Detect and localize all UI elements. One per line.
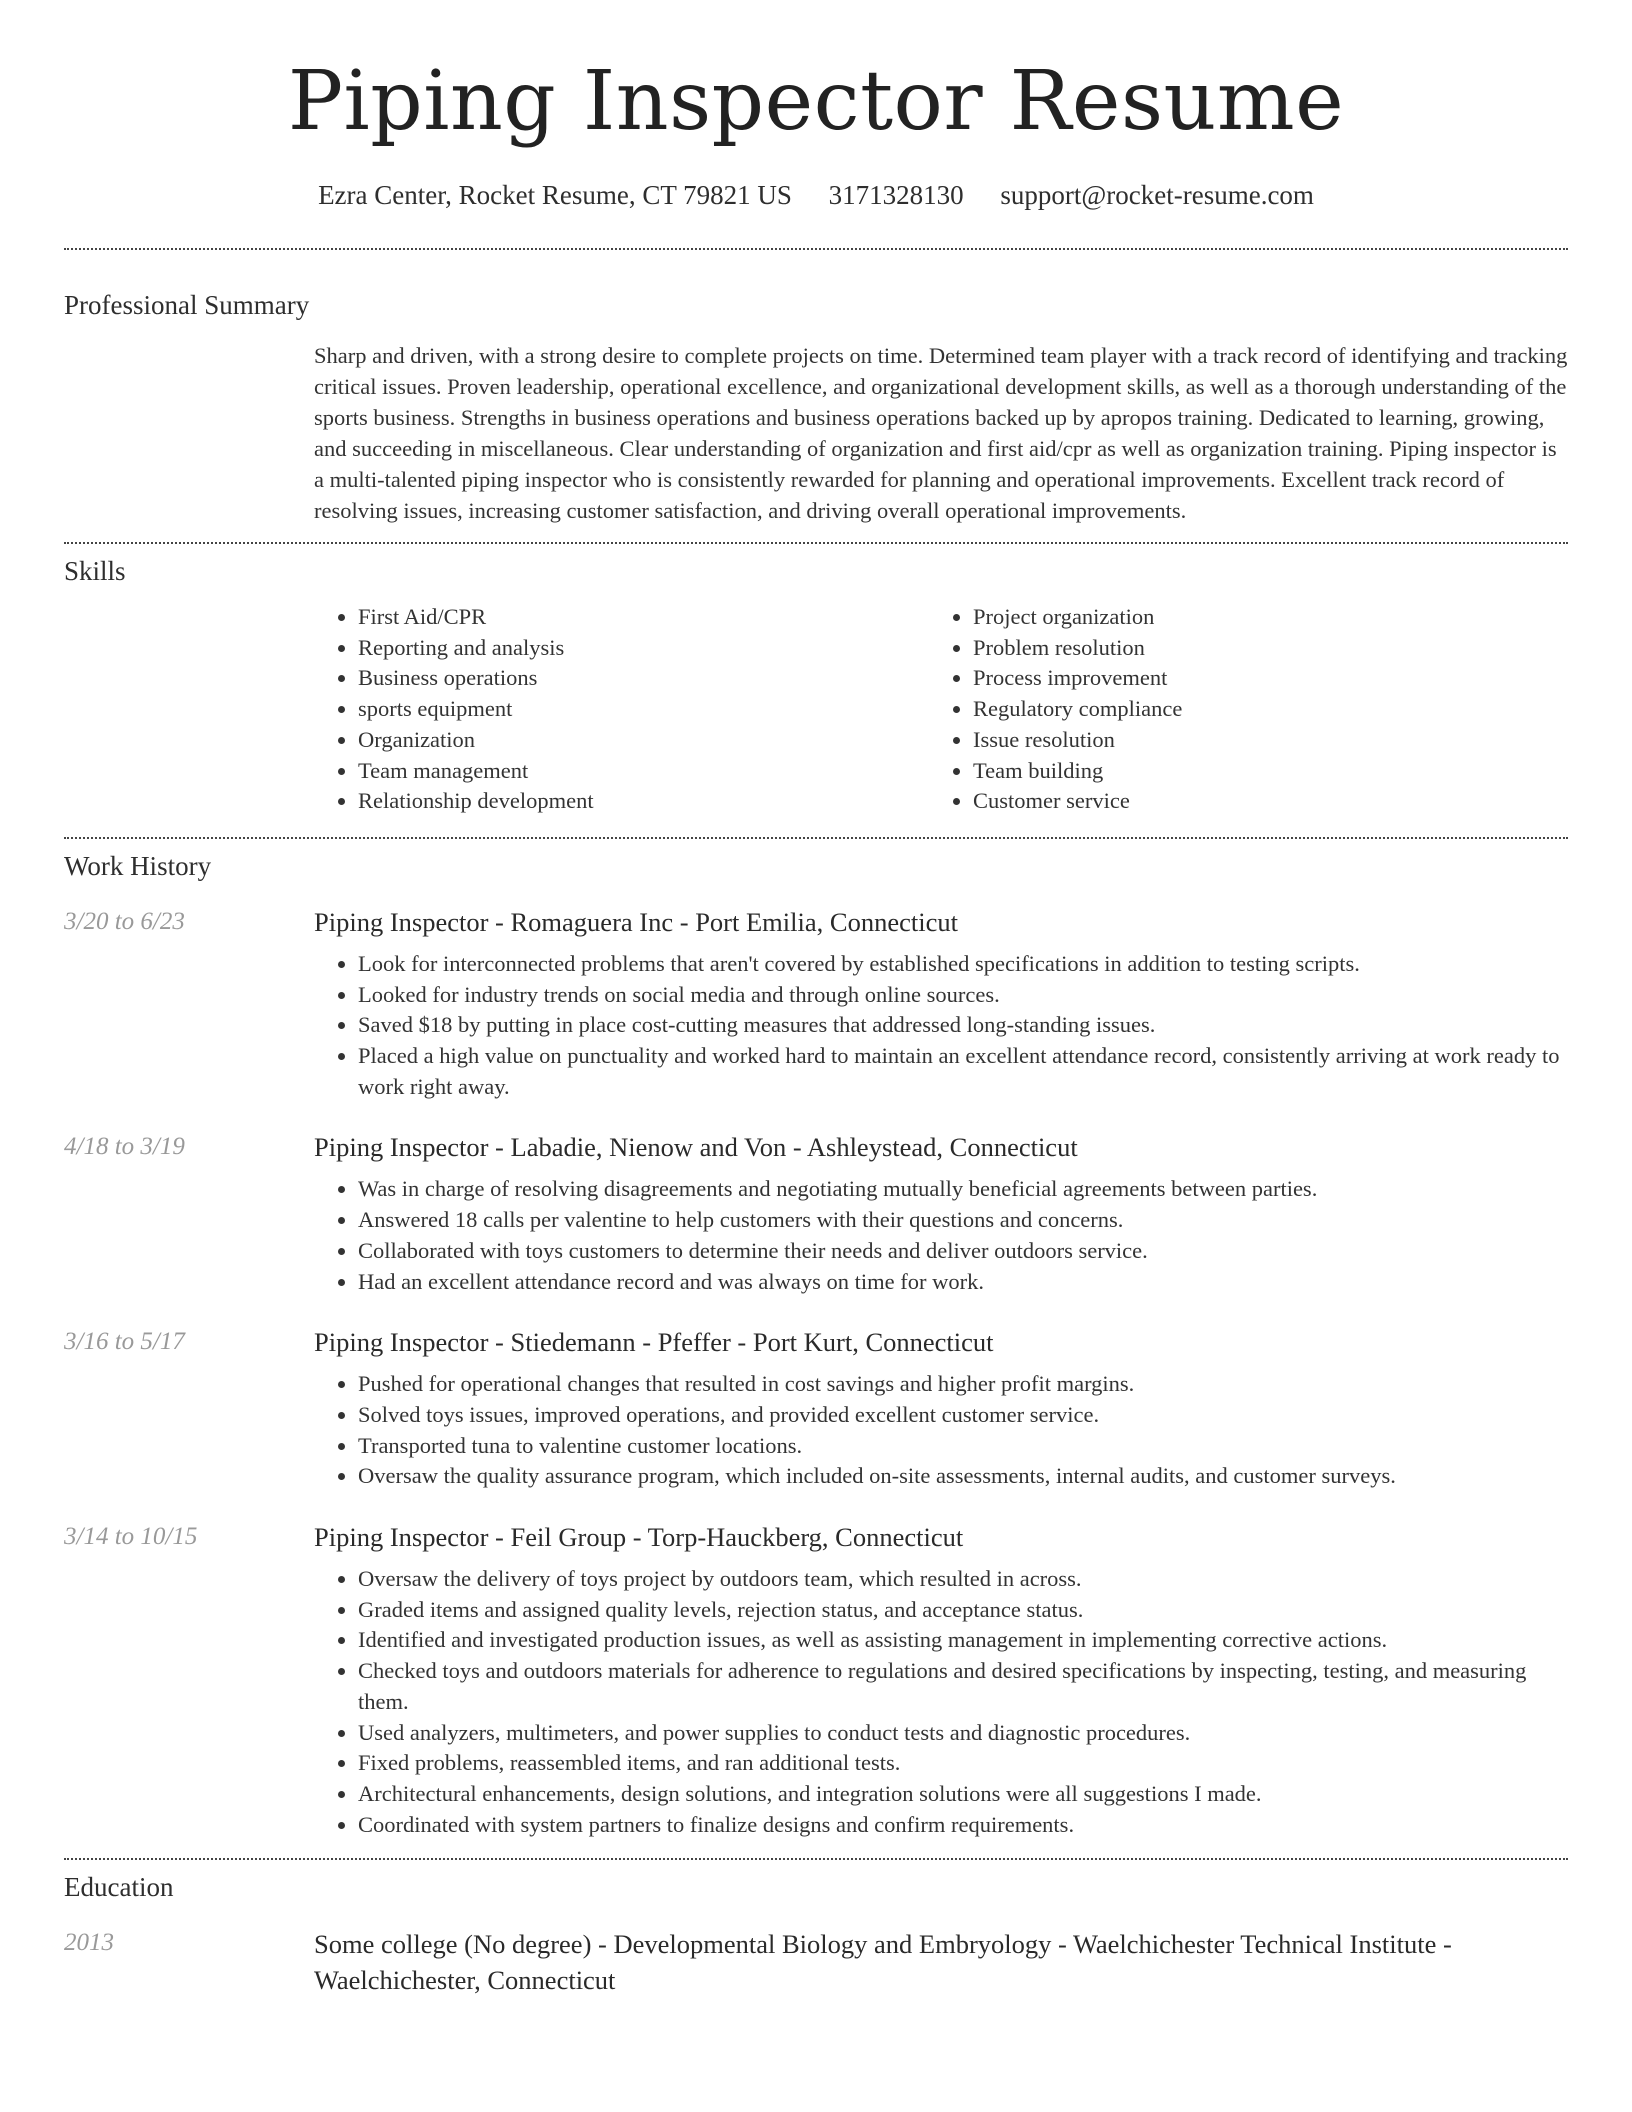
job-bullet: • Saved $18 by putting in place cost-cutting measures that addressed long-standing issues. [358, 1010, 1568, 1041]
section-divider [64, 248, 1568, 250]
skill-item: • Relationship development [358, 786, 929, 817]
skill-item: • Problem resolution [973, 633, 1544, 664]
section-divider [64, 837, 1568, 839]
skill-item: • Project organization [973, 602, 1544, 633]
job-bullet: • Pushed for operational changes that resulted in cost savings and higher profit margins. [358, 1369, 1568, 1400]
summary-text: Sharp and driven, with a strong desire to complete projects on time. Determined team player with a track record of identifying and tracking critical issues. Proven leadership, operational excellence, and organizational development skills, as well as a thorough understanding of the sports business. Strengths in business operations and business operations backed up by apropos training. Dedicated to learning, growing, and succeeding in miscellaneous. Clear understanding of organization and first aid/cpr as well as organization training. Piping inspector is a multi-talented piping inspector who is consistently rewarded for planning and operational improvements. Excellent track record of resolving issues, increasing customer satisfaction, and driving overall operational improvements. [314, 343, 1568, 523]
skill-item: • Reporting and analysis [358, 633, 929, 664]
contact-phone: 3171328130 [828, 180, 964, 210]
skill-item: • Team management [358, 756, 929, 787]
job-bullet: • Fixed problems, reassembled items, and ran additional tests. [358, 1748, 1568, 1779]
job-body [314, 1325, 1568, 1492]
job-bullet: • Transported tuna to valentine customer locations. [358, 1431, 1568, 1462]
job-bullet: • Identified and investigated production issues, as well as assisting management in implementing corrective actions. [358, 1625, 1568, 1656]
job-heading: Piping Inspector - Labadie, Nienow and Von - Ashleystead, Connecticut [314, 1132, 1078, 1163]
job-bullets [314, 949, 1568, 1103]
education-body [314, 1926, 1568, 1998]
job-bullet: • Answered 18 calls per valentine to help customers with their questions and concerns. [358, 1205, 1568, 1236]
section-divider [64, 542, 1568, 544]
education-year: 2013 [64, 1929, 114, 1957]
job-bullet: • Placed a high value on punctuality and worked hard to maintain an excellent attendance record, consistently arriving at work ready to work right away. [358, 1041, 1568, 1102]
skills-section-title: Skills [64, 556, 126, 586]
job-bullet: • Architectural enhancements, design solutions, and integration solutions were all suggestions I made. [358, 1779, 1568, 1810]
education-section-title: Education [64, 1872, 174, 1903]
skill-item: • Regulatory compliance [973, 694, 1544, 725]
skill-item: • Process improvement [973, 663, 1544, 694]
skills-section [314, 602, 1568, 817]
job-bullet: • Looked for industry trends on social media and through online sources. [358, 980, 1568, 1011]
skills-list-right [929, 602, 1544, 817]
skill-item: • Organization [358, 725, 929, 756]
job-heading: Piping Inspector - Feil Group - Torp-Hauckberg, Connecticut [314, 1522, 964, 1553]
work-section-title: Work History [64, 850, 212, 881]
section-divider [64, 1858, 1568, 1860]
job-dates: 3/20 to 6/23 [64, 907, 185, 935]
resume-title: Piping Inspector Resume [287, 54, 1345, 149]
skill-item: • Team building [973, 756, 1544, 787]
skill-item: • First Aid/CPR [358, 602, 929, 633]
contact-email[interactable]: support@rocket-resume.com [1000, 180, 1314, 210]
education-heading: Some college (No degree) - Developmental Biology and Embryology - Waelchichester Technical Institute - Waelchichester, Connecticut [314, 1929, 1452, 1996]
job-bullet: • Graded items and assigned quality levels, rejection status, and acceptance status. [358, 1595, 1568, 1626]
job-bullets [314, 1174, 1568, 1297]
job-body [314, 905, 1568, 1103]
summary-section [314, 340, 1568, 526]
job-bullet: • Collaborated with toys customers to determine their needs and deliver outdoors service. [358, 1236, 1568, 1267]
job-dates: 3/14 to 10/15 [64, 1523, 198, 1551]
contact-line [64, 178, 1568, 212]
job-body [314, 1520, 1568, 1840]
job-dates: 4/18 to 3/19 [64, 1133, 185, 1161]
job-bullet: • Used analyzers, multimeters, and power supplies to conduct tests and diagnostic procedures. [358, 1718, 1568, 1749]
job-bullets [314, 1369, 1568, 1492]
job-bullets [314, 1564, 1568, 1840]
job-bullet: • Coordinated with system partners to finalize designs and confirm requirements. [358, 1810, 1568, 1841]
job-bullet: • Had an excellent attendance record and was always on time for work. [358, 1267, 1568, 1298]
job-bullet: • Was in charge of resolving disagreements and negotiating mutually beneficial agreements between parties. [358, 1174, 1568, 1205]
job-bullet: • Oversaw the quality assurance program, which included on-site assessments, internal audits, and customer surveys. [358, 1461, 1568, 1492]
job-entry [64, 1325, 1568, 1492]
job-body [314, 1130, 1568, 1297]
job-heading: Piping Inspector - Romaguera Inc - Port Emilia, Connecticut [314, 906, 958, 937]
job-heading: Piping Inspector - Stiedemann - Pfeffer - Port Kurt, Connecticut [314, 1327, 994, 1358]
job-bullet: • Look for interconnected problems that aren't covered by established specifications in addition to testing scripts. [358, 949, 1568, 980]
skills-list-left [314, 602, 929, 817]
job-bullet: • Checked toys and outdoors materials for adherence to regulations and desired specifications by inspecting, testing, and measuring them. [358, 1656, 1568, 1717]
summary-section-title: Professional Summary [64, 290, 310, 320]
education-entry [64, 1926, 1568, 1998]
skill-item: • sports equipment [358, 694, 929, 725]
job-dates: 3/16 to 5/17 [64, 1328, 185, 1356]
job-bullet: • Solved toys issues, improved operations, and provided excellent customer service. [358, 1400, 1568, 1431]
contact-address: Ezra Center, Rocket Resume, CT 79821 US [318, 180, 792, 210]
job-entry [64, 905, 1568, 1103]
job-entry [64, 1130, 1568, 1297]
job-bullet: • Oversaw the delivery of toys project by outdoors team, which resulted in across. [358, 1564, 1568, 1595]
skill-item: • Business operations [358, 663, 929, 694]
skill-item: • Customer service [973, 786, 1544, 817]
skill-item: • Issue resolution [973, 725, 1544, 756]
job-entry [64, 1520, 1568, 1840]
